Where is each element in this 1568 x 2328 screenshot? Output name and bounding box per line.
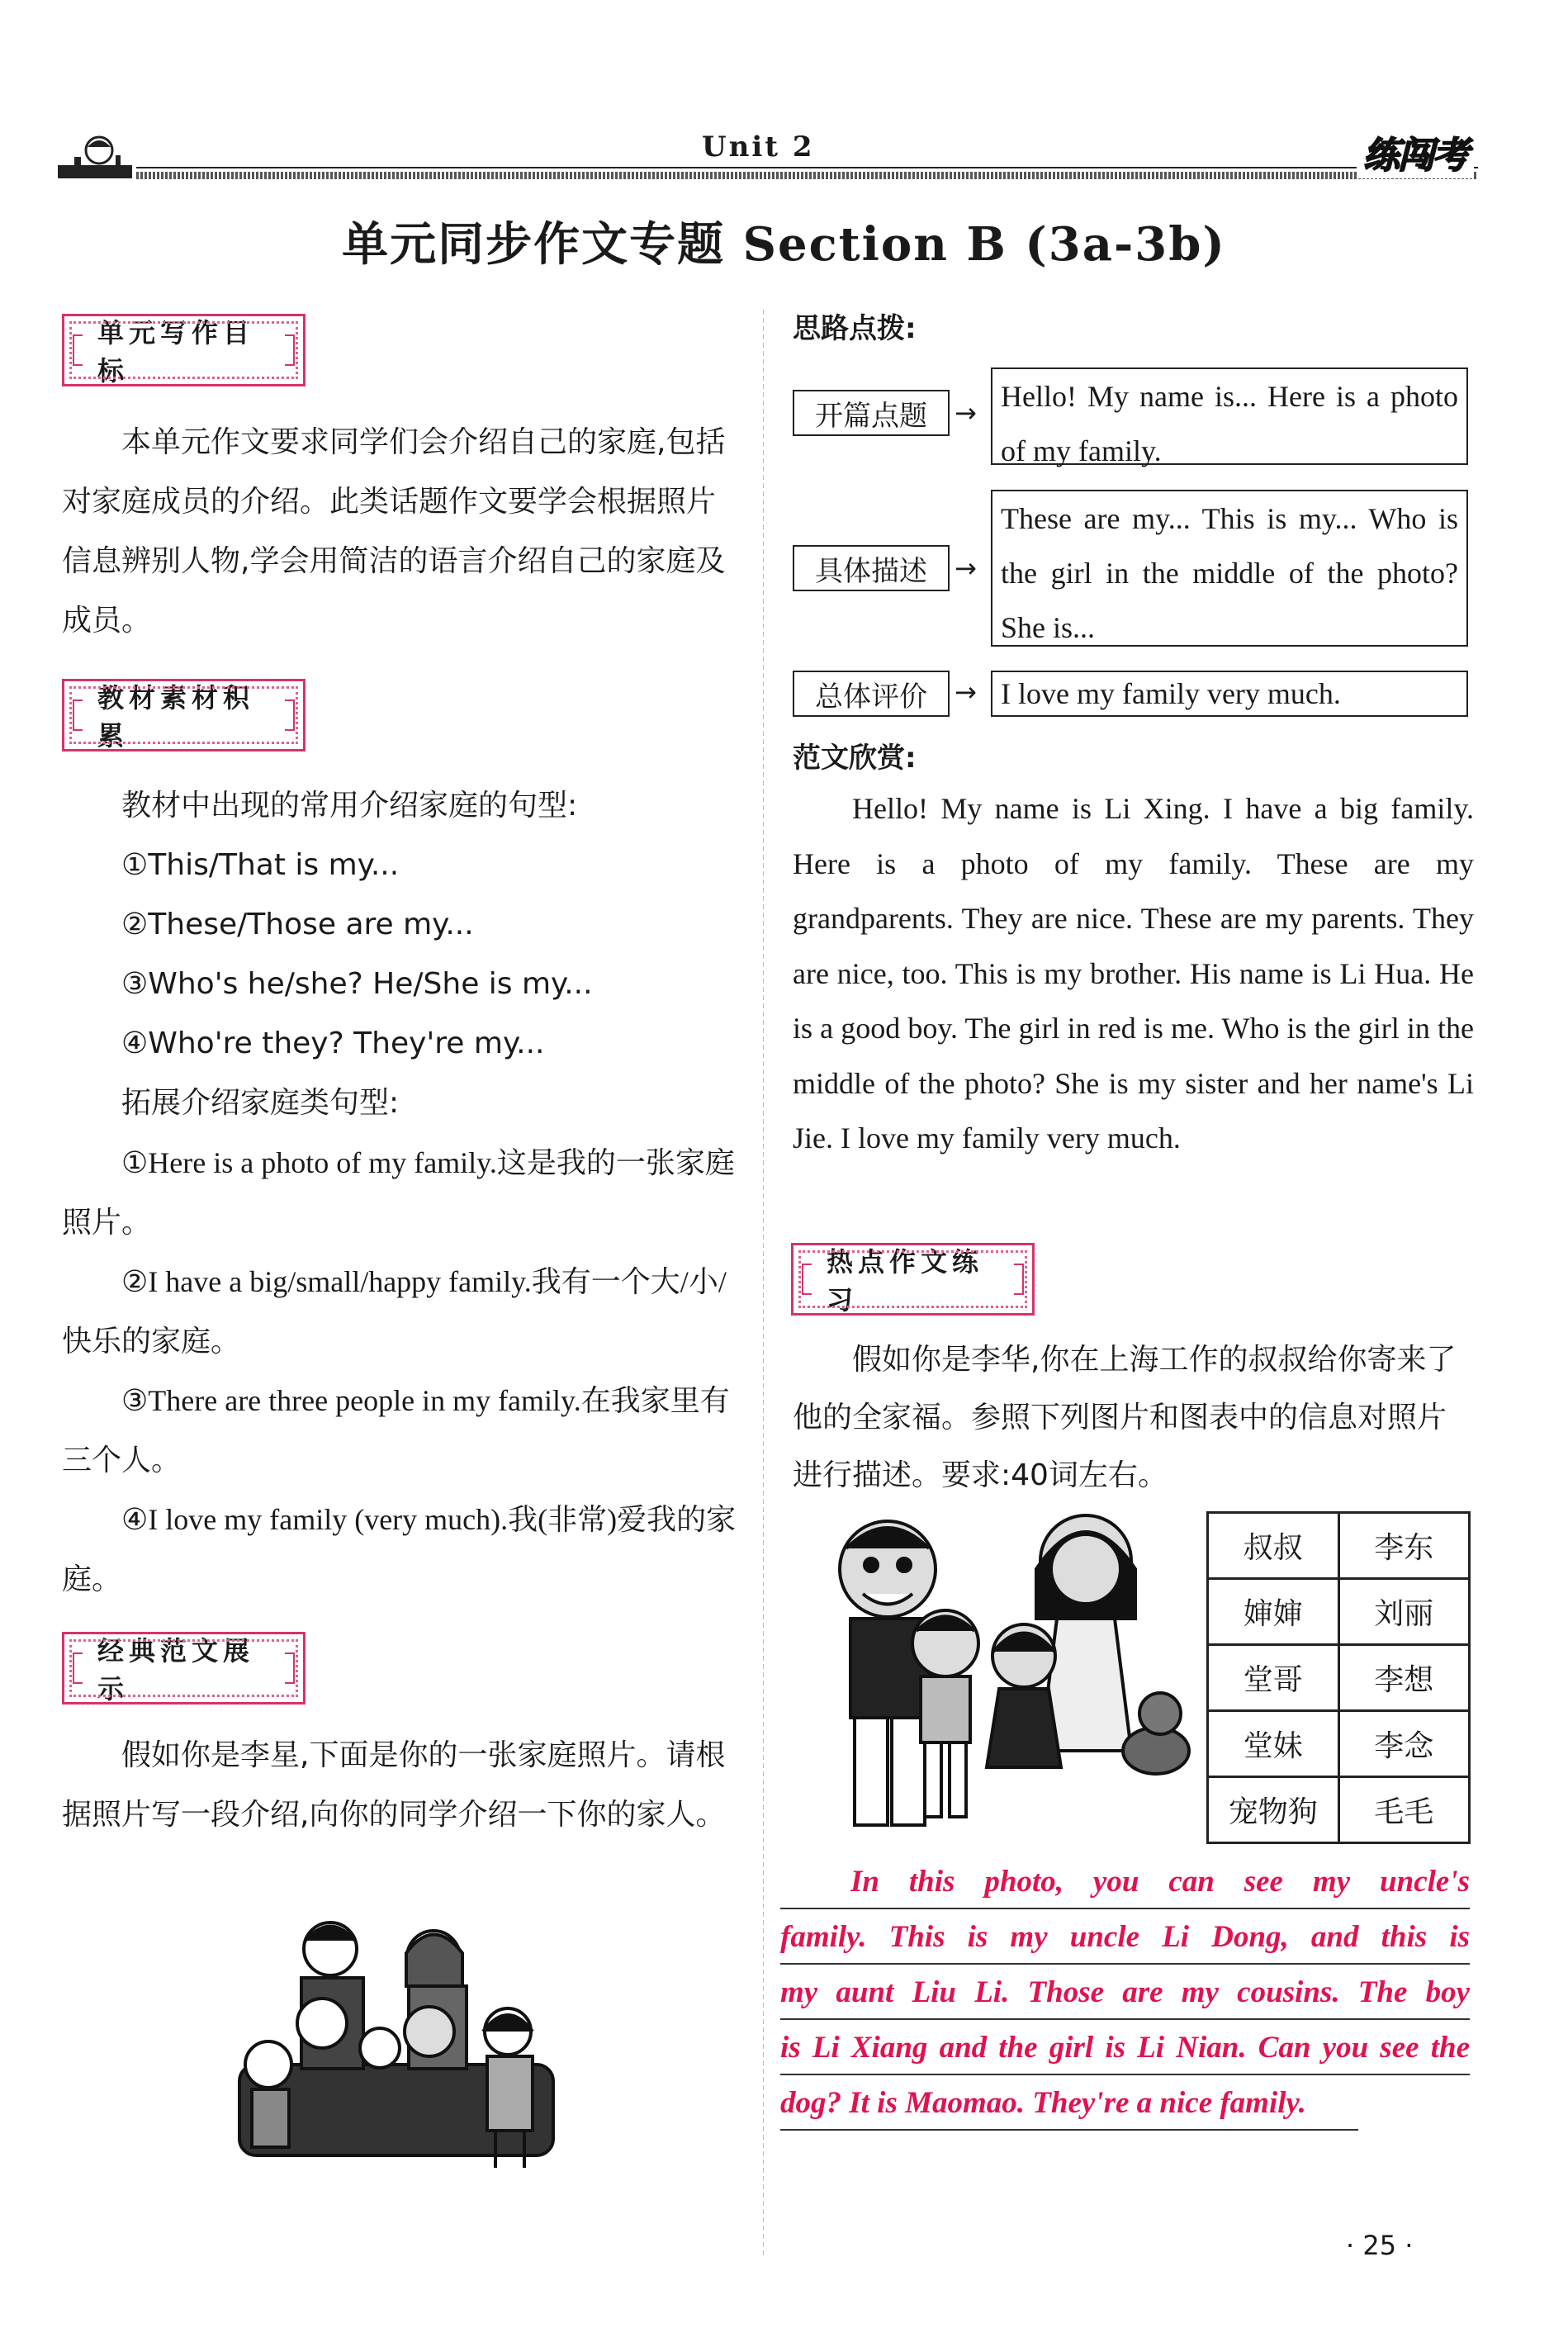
flow-box-description: These are my... This is my... Who is the girl in the middle of the photo? She is... bbox=[991, 490, 1468, 647]
table-row bbox=[1208, 1777, 1470, 1843]
table-row bbox=[1208, 1579, 1470, 1645]
table-cell-relation: 堂哥 bbox=[1208, 1645, 1339, 1711]
table-cell-relation: 叔叔 bbox=[1208, 1513, 1339, 1579]
flow-label-description: 具体描述 bbox=[793, 545, 950, 591]
brand-logo: 练闯考 bbox=[1357, 126, 1474, 178]
answer-line: is Li Xiang and the girl is Li Nian. Can you see the bbox=[780, 2020, 1470, 2075]
practice-task: 假如你是李华,你在上海工作的叔叔给你寄来了他的全家福。参照下列图片和图表中的信息对照片进行描述。要求:40词左右。 bbox=[793, 1343, 1457, 1492]
arrow-icon: → bbox=[955, 676, 977, 708]
textbook-item-2: ②These/Those are my... bbox=[121, 908, 474, 941]
flow-box-summary: I love my family very much. bbox=[991, 671, 1468, 717]
answer-line: dog? It is Maomao. They're a nice family. bbox=[780, 2075, 1358, 2131]
textbook-item-3: ③Who's he/she? He/She is my... bbox=[121, 967, 593, 1001]
handwritten-answer bbox=[780, 1854, 1470, 2131]
uncle-family-illustration bbox=[813, 1511, 1201, 1842]
table-row bbox=[1208, 1711, 1470, 1777]
sample-heading: 范文欣赏: bbox=[793, 742, 917, 775]
header-stripe bbox=[136, 172, 1478, 179]
textbook-intro: 教材中出现的常用介绍家庭的句型: bbox=[121, 789, 578, 823]
page-title: 单元同步作文专题 Section B (3a-3b) bbox=[342, 217, 1226, 272]
goal-paragraph: 本单元作文要求同学们会介绍自己的家庭,包括对家庭成员的介绍。此类话题作文要学会根据照片信息辨别人物,学会用简洁的语言介绍自己的家庭及成员。 bbox=[62, 425, 726, 638]
arrow-icon: → bbox=[955, 552, 977, 584]
unit-label: Unit 2 bbox=[694, 130, 823, 164]
table-row bbox=[1208, 1513, 1470, 1579]
textbook-item-4: ④Who're they? They're my... bbox=[121, 1027, 545, 1060]
extend-item-2: ②I have a big/small/happy family.我有一个大/小/快乐的家庭。 bbox=[62, 1265, 727, 1358]
family-photo-illustration bbox=[223, 1908, 578, 2180]
badge-textbook-material: 教材素材积累 bbox=[62, 679, 306, 752]
badge-hot-practice: 热点作文练习 bbox=[791, 1243, 1035, 1316]
table-cell-name: 李想 bbox=[1338, 1645, 1470, 1711]
flow-label-opening: 开篇点题 bbox=[793, 390, 950, 436]
table-row bbox=[1208, 1645, 1470, 1711]
extend-item-1: ①Here is a photo of my family.这是我的一张家庭照片。 bbox=[62, 1146, 735, 1239]
header-rule bbox=[136, 167, 1478, 168]
table-cell-relation: 婶婶 bbox=[1208, 1579, 1339, 1645]
header-illustration-icon bbox=[58, 132, 132, 180]
answer-line: my aunt Liu Li. Those are my cousins. The boy bbox=[780, 1965, 1470, 2020]
answer-line: In this photo, you can see my uncle's bbox=[780, 1854, 1470, 1909]
extend-item-4: ④I love my family (very much).我(非常)爱我的家庭。 bbox=[62, 1503, 737, 1595]
table-cell-name: 毛毛 bbox=[1338, 1777, 1470, 1843]
table-cell-name: 李念 bbox=[1338, 1711, 1470, 1777]
badge-writing-goal: 单元写作目标 bbox=[62, 314, 306, 386]
table-cell-name: 刘丽 bbox=[1338, 1579, 1470, 1645]
flow-box-opening: Hello! My name is... Here is a photo of my family. bbox=[991, 367, 1468, 465]
sample-essay: Hello! My name is Li Xing. I have a big family. Here is a photo of my family. These are my grandparents. They are nice. These are my parents. They are nice, too. This is my brother. His name is Li Hua. He is a good boy. The girl in red is me. Who is the girl in the middle of the photo? She is my sister and her name's Li Jie. I love my family very much. bbox=[793, 792, 1474, 1155]
page-header bbox=[58, 124, 1478, 182]
answer-line: family. This is my uncle Li Dong, and this is bbox=[780, 1909, 1470, 1965]
page-number: · 25 · bbox=[1346, 2230, 1414, 2261]
extend-item-3: ③There are three people in my family.在我家里有三个人。 bbox=[62, 1384, 730, 1477]
family-info-table bbox=[1206, 1511, 1471, 1844]
flow-label-summary: 总体评价 bbox=[793, 671, 950, 717]
column-divider bbox=[763, 310, 764, 2259]
badge-classic-example: 经典范文展示 bbox=[62, 1632, 306, 1705]
arrow-icon: → bbox=[955, 397, 977, 429]
table-cell-relation: 宠物狗 bbox=[1208, 1777, 1339, 1843]
table-cell-name: 李东 bbox=[1338, 1513, 1470, 1579]
ideas-heading: 思路点拨: bbox=[793, 312, 917, 345]
table-cell-relation: 堂妹 bbox=[1208, 1711, 1339, 1777]
extend-intro: 拓展介绍家庭类句型: bbox=[121, 1086, 400, 1120]
example-task: 假如你是李星,下面是你的一张家庭照片。请根据照片写一段介绍,向你的同学介绍一下你的家人。 bbox=[62, 1738, 726, 1832]
textbook-item-1: ①This/That is my... bbox=[121, 848, 400, 882]
